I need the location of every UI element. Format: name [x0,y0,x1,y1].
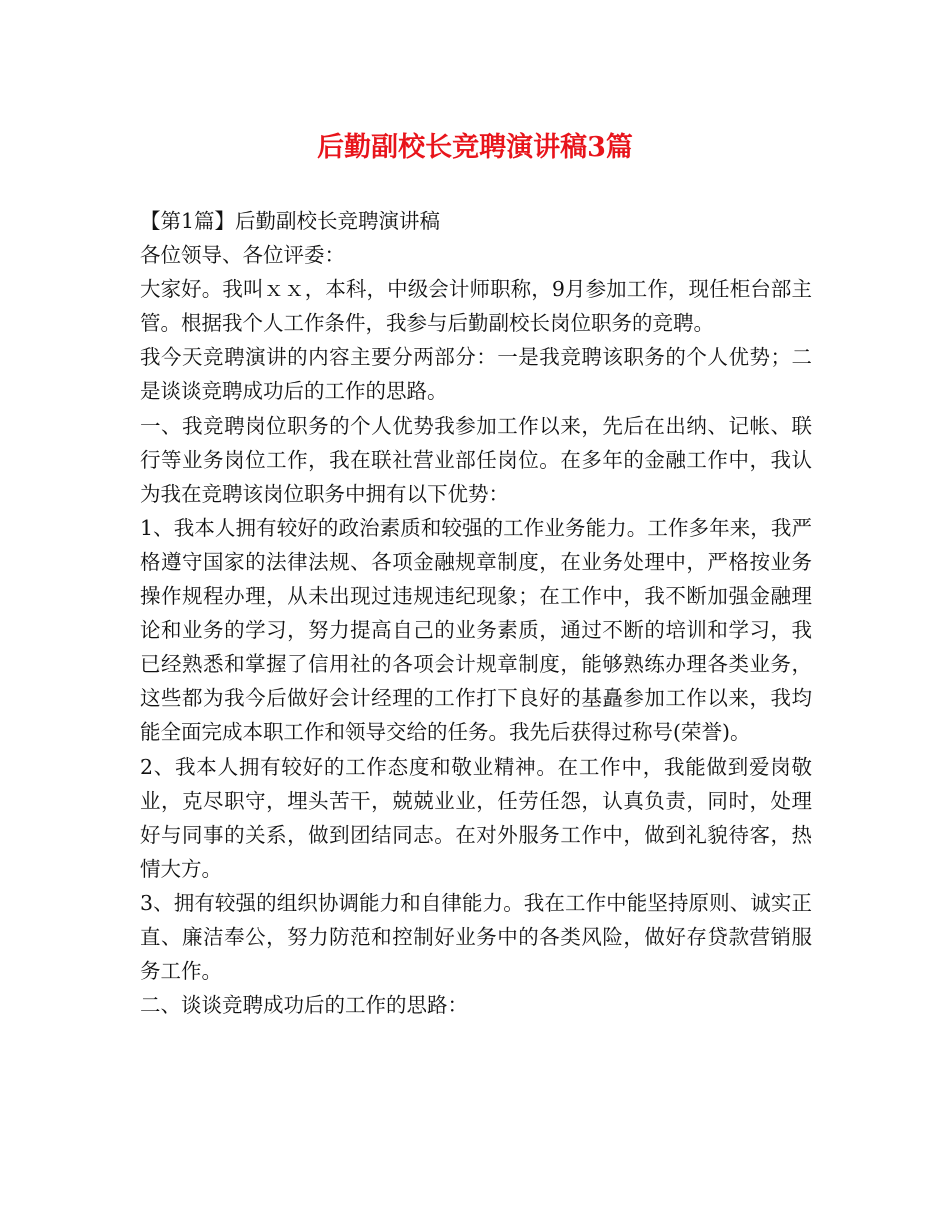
paragraph-point-2: 2、我本人拥有较好的工作态度和敬业精神。在工作中，我能做到爱岗敬业，克尽职守，埋头苦干，兢兢业业，任劳任怨，认真负责，同时，处理好与同事的关系，做到团结同志。在对外服务工作中，做到礼貌待客，热情大方。 [140,754,812,881]
paragraph-point-3: 3、拥有较强的组织协调能力和自律能力。我在工作中能坚持原则、诚实正直、廉洁奉公，努力防范和控制好业务中的各类风险，做好存贷款营销服务工作。 [140,890,812,984]
salutation: 各位领导、各位评委： [140,243,345,268]
document-title: 后勤副校长竞聘演讲稿3篇 [317,132,633,163]
document-body [140,204,812,1022]
paragraph-part-two: 二、谈谈竞聘成功后的工作的思路： [140,993,468,1018]
paragraph-greeting: 大家好。我叫ｘｘ，本科，中级会计师职称，9月参加工作，现任柜台部主管。根据我个人工作条件，我参与后勤副校长岗位职务的竞聘。 [140,277,812,336]
paragraph-outline: 我今天竞聘演讲的内容主要分两部分：一是我竞聘该职务的个人优势；二是谈谈竞聘成功后的工作的思路。 [140,345,812,404]
section-heading: 【第1篇】后勤副校长竞聘演讲稿 [140,209,441,233]
paragraph-part-one: 一、我竞聘岗位职务的个人优势我参加工作以来，先后在出纳、记帐、联行等业务岗位工作，我在联社营业部任岗位。在多年的金融工作中，我认为我在竞聘该岗位职务中拥有以下优势： [140,413,812,506]
paragraph-point-1: 1、我本人拥有较好的政治素质和较强的工作业务能力。工作多年来，我严格遵守国家的法律法规、各项金融规章制度，在业务处理中，严格按业务操作规程办理，从未出现过违规违纪现象；在工作中，我不断加强金融理论和业务的学习，努力提高自己的业务素质，通过不断的培训和学习，我已经熟悉和掌握了信用社的各项会计规章制度，能够熟练办理各类业务，这些都为我今后做好会计经理的工作打下良好的基矗参加工作以来，我均能全面完成本职工作和领导交给的任务。我先后获得过称号(荣誉)。 [140,515,812,745]
